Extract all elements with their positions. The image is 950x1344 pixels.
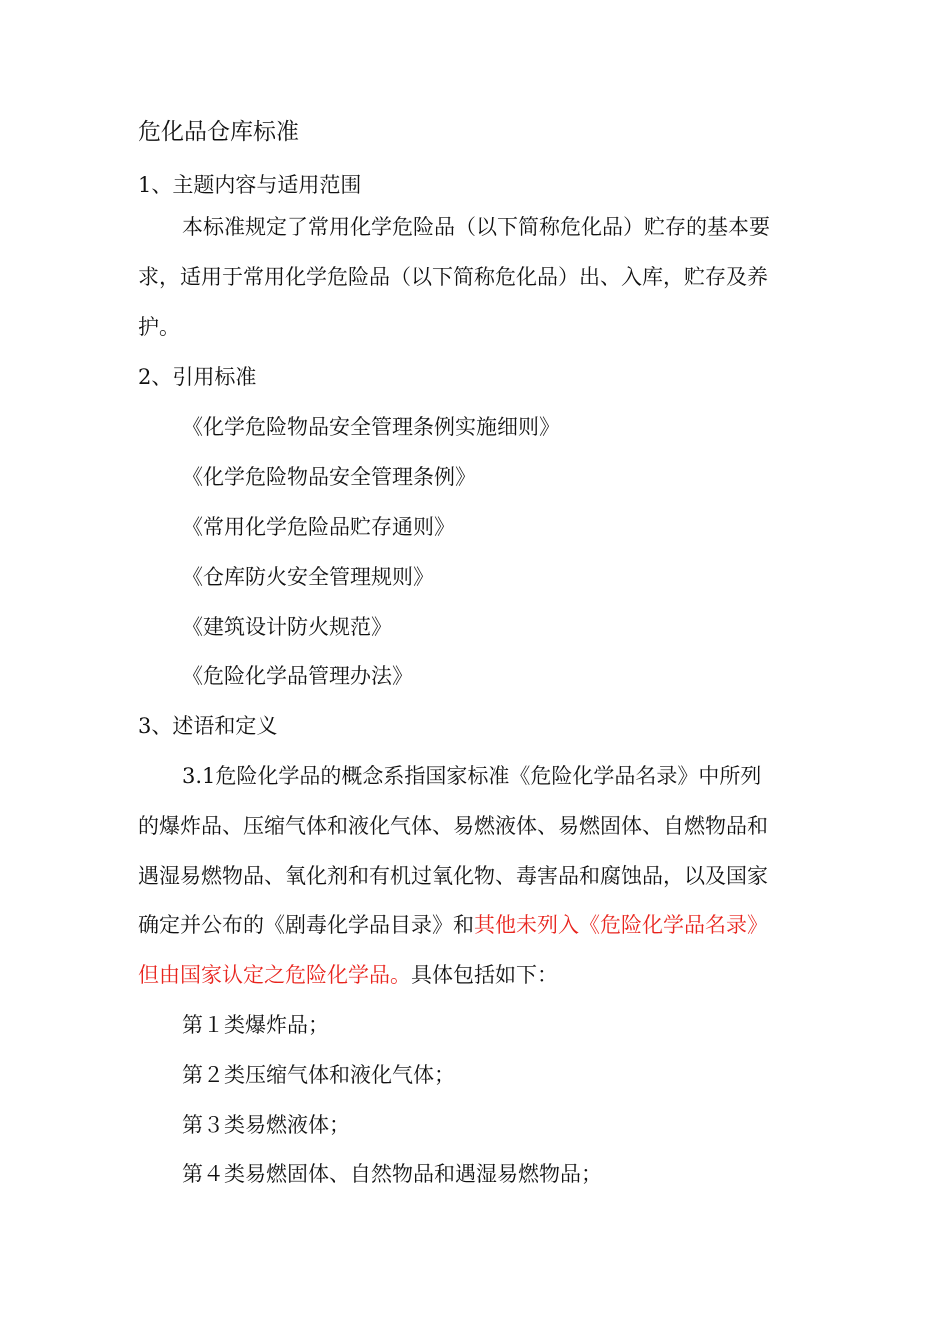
definition-line	[138, 961, 818, 989]
reference-item: 《危险化学品管理办法》	[182, 664, 413, 688]
reference-item: 《常用化学危险品贮存通则》	[182, 515, 455, 539]
section-1-paragraph-line: 求，适用于常用化学危险品（以下简称危化品）出、入库，贮存及养	[138, 265, 768, 289]
definition-text: 具体包括如下：	[411, 963, 558, 987]
definition-line: 3.1危险化学品的概念系指国家标准《危险化学品名录》中所列	[182, 764, 762, 788]
definition-text: 确定并公布的《剧毒化学品目录》和	[138, 913, 474, 937]
section-1-paragraph-line: 本标准规定了常用化学危险品（以下简称危化品）贮存的基本要	[182, 215, 770, 239]
highlighted-text: 但由国家认定之危险化学品。	[138, 963, 411, 987]
definition-line	[138, 911, 818, 939]
definition-line: 遇湿易燃物品、氧化剂和有机过氧化物、毒害品和腐蚀品，以及国家	[138, 864, 768, 888]
highlighted-text: 其他未列入《危险化学品名录》	[474, 913, 768, 937]
class-item: 第４类易燃固体、自然物品和遇湿易燃物品；	[182, 1162, 602, 1186]
document-title: 危化品仓库标准	[138, 119, 299, 145]
class-item: 第３类易燃液体；	[182, 1113, 350, 1137]
section-1-paragraph-line: 护。	[138, 315, 180, 339]
section-1-heading: 1、主题内容与适用范围	[138, 173, 362, 197]
reference-item: 《建筑设计防火规范》	[182, 615, 392, 639]
reference-item: 《化学危险物品安全管理条例》	[182, 465, 476, 489]
class-item: 第１类爆炸品；	[182, 1013, 329, 1037]
section-3-heading: 3、述语和定义	[138, 714, 278, 738]
class-item: 第２类压缩气体和液化气体；	[182, 1063, 455, 1087]
reference-item: 《仓库防火安全管理规则》	[182, 565, 434, 589]
section-2-heading: 2、引用标准	[138, 365, 257, 389]
reference-item: 《化学危险物品安全管理条例实施细则》	[182, 415, 560, 439]
definition-line: 的爆炸品、压缩气体和液化气体、易燃液体、易燃固体、自燃物品和	[138, 814, 768, 838]
